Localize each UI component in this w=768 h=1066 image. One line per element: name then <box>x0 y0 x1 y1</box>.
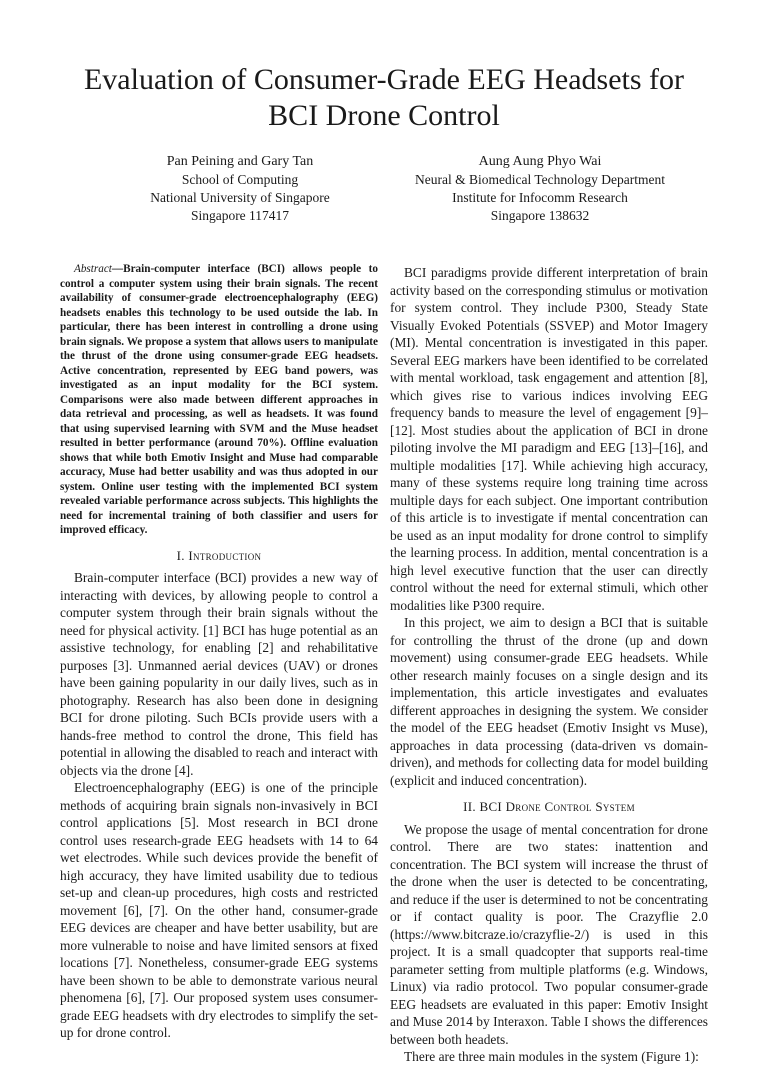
author-name: Pan Peining and Gary Tan <box>166 154 314 169</box>
title-line-2: BCI Drone Control <box>268 99 500 132</box>
paragraph: There are three main modules in the system (Figure 1): <box>404 1049 699 1064</box>
paragraph: In this project, we aim to design a BCI that is suitable for controlling the thrust of the drone (up and down movement) using consumer-grade EEG headsets. While other research mainly focuses on a single design and its implementation, this article investigates and evaluates different approaches in designing the system. We consider the model of the EEG headset (Emotiv Insight vs Muse), approaches in data processing (data-driven vs domain-driven), and methods for collecting data for model building (explicit and induced concentration). <box>390 615 708 788</box>
author-org: Institute for Infocomm Research <box>452 190 628 205</box>
author-address: Singapore 138632 <box>490 208 590 223</box>
abstract-label: Abstract <box>74 263 112 275</box>
section-number: I. <box>176 547 185 563</box>
section-title: BCI Drone Control System <box>479 799 635 814</box>
section-title: Introduction <box>188 547 262 563</box>
section-heading-system <box>390 798 708 816</box>
paragraph: We propose the usage of mental concentration for drone control. There are two states: inattention and concentration. The BCI system will increase the thrust of the drone when the user is detected to be concentrating, and reduce if the user is determined to not be concentrating or if contact quality is poor. The Crazyflie 2.0 (https://www.bitcraze.io/crazyflie-2/) is used in this project. It is a small quadcopter that supports real-time parameter setting from multiple platforms (e.g. Windows, Linux) via radio protocol. Two popular consumer-grade EEG headsets are evaluated in this paper: Emotiv Insight and Muse 2014 by Interaxon. Table I shows the differences between both headets. <box>390 821 708 1047</box>
title-line-1: Evaluation of Consumer-Grade EEG Headsets for <box>83 63 685 96</box>
left-column <box>60 262 378 1042</box>
section-number: II. <box>463 799 476 814</box>
abstract <box>60 262 378 538</box>
paragraph: Electroencephalography (EEG) is one of the principle methods of acquiring brain signals non-invasively in BCI control applications [5]. Most research in BCI drone control uses research-grade EEG headsets with 14 to 64 wet electrodes. While such devices provide the benefit of high accuracy, they have limited usability due to tedious set-up and clean-up procedures, high costs and restricted movement [6], [7]. On the other hand, consumer-grade EEG devices are cheaper and have better usability, but are more vulnerable to noise and have limited sensors at fixed locations [7]. Nonetheless, consumer-grade EEG systems have been shown to be able to demonstrate various neural phenomena [6], [7]. Our proposed system uses consumer-grade EEG headsets with dry electrodes to simplify the set-up for drone control. <box>60 780 378 1040</box>
author-name: Aung Aung Phyo Wai <box>478 154 602 169</box>
author-org: National University of Singapore <box>150 190 330 205</box>
author-dept: Neural & Biomedical Technology Department <box>415 172 665 187</box>
paragraph: Brain-computer interface (BCI) provides a new way of interacting with devices, by allowing people to control a computer system through their brain signals without the need for physical activity. [1] BCI has huge potential as an assistive technology, for enabling [2] and rehabilitative purposes [3]. Unmanned aerial devices (UAV) or drones have been gaining popularity in our daily lives, such as in photography. Research has also been done in designing BCI for drone piloting. Such BCIs provide users with a hands-free method to control the drone, This field has potential in allowing the disabled to reach and interact with objects via the drone [4]. <box>60 570 378 778</box>
author-address: Singapore 117417 <box>190 208 290 223</box>
paper-title <box>40 62 728 134</box>
paragraph: BCI paradigms provide different interpretation of brain activity based on the corresponding stimulus or motivation for system control. They include P300, Steady State Visually Evoked Potentials (SSVEP) and Motor Imagery (MI). Mental concentration is investigated in this paper. Several EEG markers have been identified to be correlated with mental workload, task engagement and attention [8], which gives rise to various indices involving EEG frequency bands to measure the level of engagement [9]–[12]. Most studies about the application of BCI in drone piloting involve the MI paradigm and EEG [13]–[16], and multiple modalities [17]. While achieving high accuracy, many of these systems require long training time across multiple days for each subject. One important contribution of this article is to investigate if mental concentration can be used as an input modality for drone control to simplify the learning process. In addition, mental concentration is a high level executive function that the user can directly control without the need for external stimuli, which other modalities like P300 require. <box>390 265 708 613</box>
section-heading-introduction <box>60 547 378 565</box>
right-column <box>390 264 708 1066</box>
author-block-2 <box>380 153 700 225</box>
abstract-text: —Brain-computer interface (BCI) allows people to control a computer system using their brain signals. The recent availability of consumer-grade electroencephalography (EEG) headsets enables this technology to be used outside the lab. In particular, there has been interest in controlling a drone using brain signals. We propose a system that allows users to manipulate the thrust of the drone using consumer-grade EEG headsets. Active concentration, represented by EEG band powers, was investigated as an input modality for the BCI system. Comparisons were also made between different approaches in data retrieval and processing, as well as headsets. It was found that using supervised learning with SVM and the Muse headset resulted in better performance (around 70%). Offline evaluation shows that while both Emotiv Insight and Muse had comparable accuracy, Muse had better usability and was thus adopted in our system. Online user testing with the implemented BCI system revealed variable performance across subjects. This highlights the need for incremental training of both classifier and users for improved efficacy. <box>60 263 378 536</box>
author-dept: School of Computing <box>181 172 299 187</box>
author-block-1 <box>110 153 370 225</box>
